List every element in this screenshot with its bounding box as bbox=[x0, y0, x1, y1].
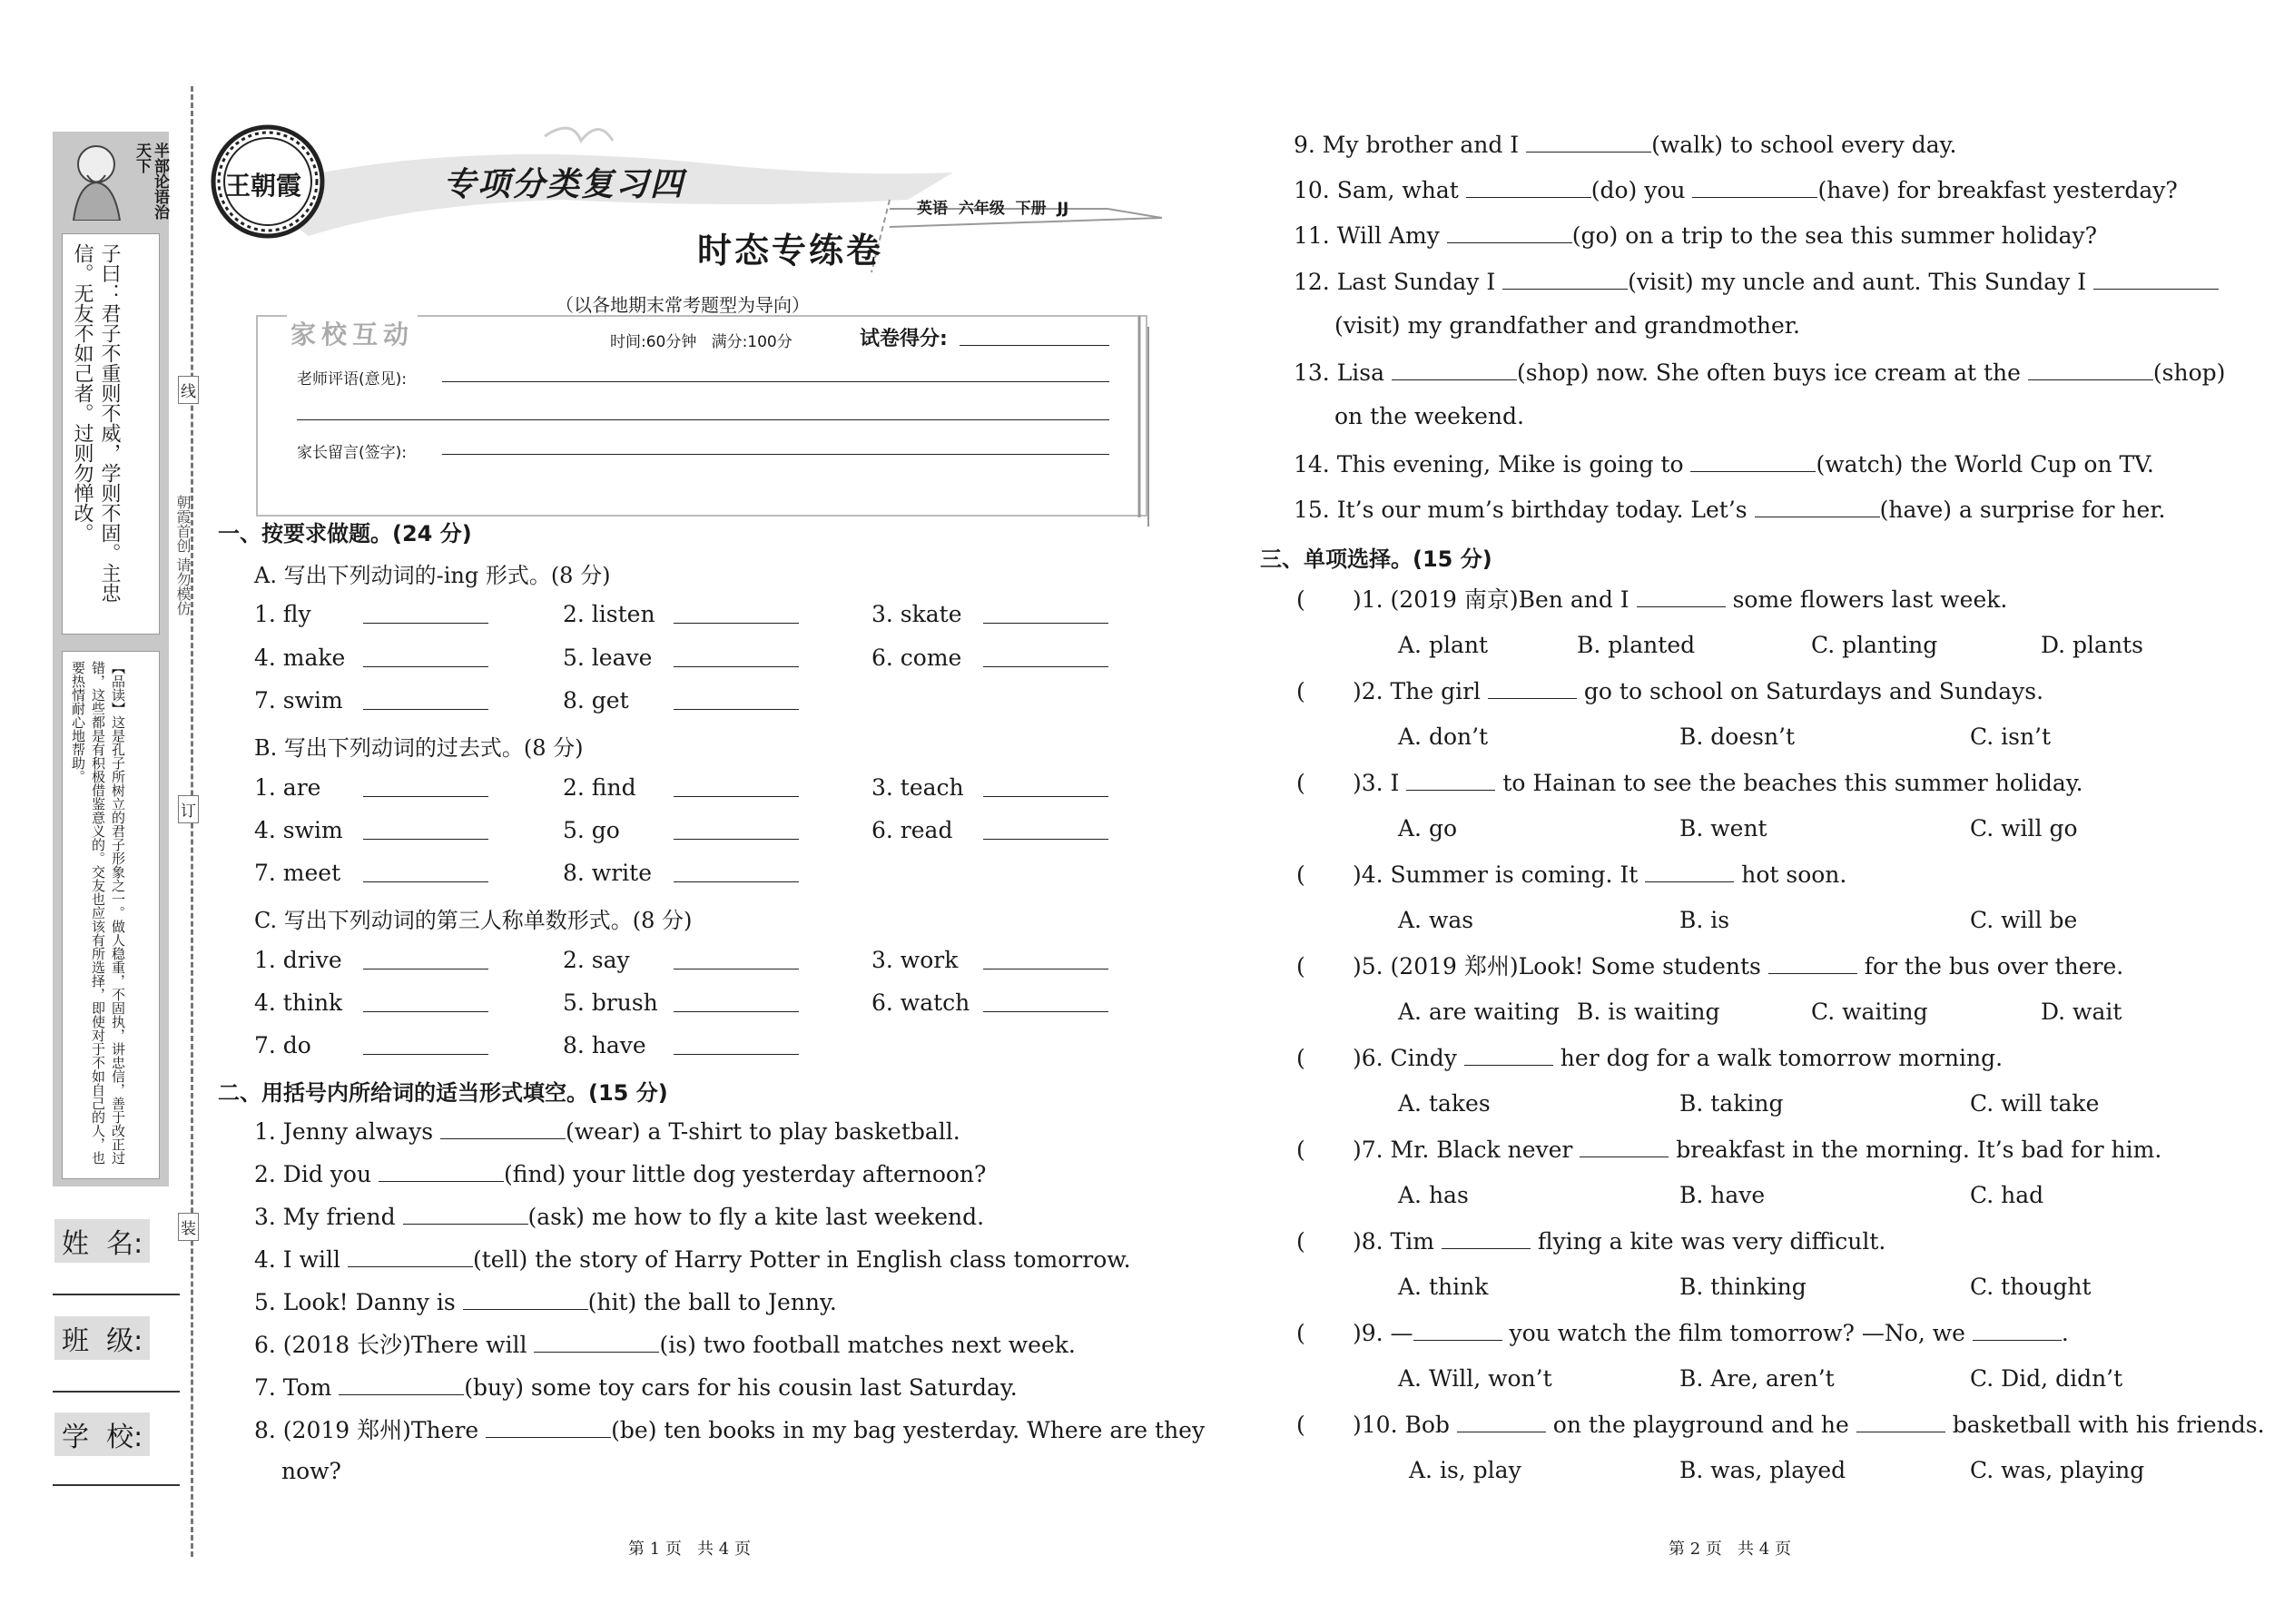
partB-answer-1[interactable] bbox=[363, 778, 488, 797]
teacher-comment-label: 老师评语(意见): bbox=[297, 370, 407, 389]
choice-paren-2[interactable]: ( bbox=[1296, 678, 1305, 704]
partA-answer-2[interactable] bbox=[674, 605, 799, 624]
fill-item-13: 13. Lisa (shop) now. She often buys ice cream at the (shop) bbox=[1294, 359, 2226, 386]
choice-blank-9[interactable] bbox=[1413, 1322, 1502, 1341]
confucius-quote: 子曰：君子不重则不威，学则不固。主忠信。无友不如己者。过则勿惮改。 bbox=[71, 243, 121, 603]
fill-answer-8[interactable] bbox=[486, 1417, 611, 1438]
sidebar-motto-panel bbox=[53, 132, 169, 1186]
fill-answer-15[interactable] bbox=[1755, 497, 1880, 517]
motto-title: 半部论语治天下 bbox=[133, 143, 169, 220]
choice-option-7-b[interactable]: B. have bbox=[1679, 1182, 1766, 1208]
fill-item-14: 14. This evening, Mike is going to (watch) the World Cup on TV. bbox=[1294, 451, 2154, 477]
score-label: 试卷得分: bbox=[860, 328, 948, 350]
partB-answer-4[interactable] bbox=[363, 821, 488, 840]
choice-question-3: )3. I to Hainan to see the beaches this summer holiday. bbox=[1353, 770, 2083, 796]
binding-mark-1: 线 bbox=[178, 376, 199, 404]
choice-question-6: )6. Cindy her dog for a walk tomorrow morning. bbox=[1353, 1045, 2004, 1071]
fill-item-9: 9. My brother and I (walk) to school every day. bbox=[1294, 132, 1957, 158]
choice-option-5-a[interactable]: A. are waiting bbox=[1398, 999, 1560, 1025]
choice-paren-5[interactable]: ( bbox=[1296, 953, 1305, 979]
partA-item-7: 7. swim bbox=[254, 687, 343, 714]
choice-blank-2[interactable] bbox=[1488, 680, 1577, 699]
choice-question-1: )1. (2019 南京)Ben and I some flowers last week. bbox=[1353, 586, 2008, 613]
fill-item-8-cont: now? bbox=[281, 1458, 341, 1484]
binding-mark-2: 订 bbox=[178, 795, 199, 823]
choice-option-5-c[interactable]: C. waiting bbox=[1811, 999, 1928, 1025]
choice-option-1-d[interactable]: D. plants bbox=[2041, 632, 2143, 658]
copyright-note: 朝霞首创 请勿模仿 bbox=[174, 495, 192, 616]
choice-option-4-c[interactable]: C. will be bbox=[1970, 907, 2078, 933]
partB-item-3: 3. teach bbox=[871, 774, 964, 801]
fill-item-2: 2. Did you (find) your little dog yesterday afternoon? bbox=[254, 1161, 987, 1187]
choice-option-1-a[interactable]: A. plant bbox=[1398, 632, 1488, 658]
partA-item-4: 4. make bbox=[254, 645, 346, 671]
choice-question-9: )9. — you watch the film tomorrow? —No, we . bbox=[1353, 1320, 2069, 1346]
reading-box bbox=[62, 651, 160, 1179]
choice-paren-7[interactable]: ( bbox=[1296, 1137, 1305, 1163]
choice-blank-6[interactable] bbox=[1464, 1047, 1553, 1066]
choice-option-8-c[interactable]: C. thought bbox=[1970, 1274, 2092, 1300]
partA-answer-4[interactable] bbox=[363, 648, 488, 667]
partB-answer-6[interactable] bbox=[983, 821, 1108, 840]
fill-item-5: 5. Look! Danny is (hit) the ball to Jenny. bbox=[254, 1289, 837, 1315]
choice-option-8-b[interactable]: B. thinking bbox=[1679, 1274, 1807, 1300]
fill-answer-12b[interactable] bbox=[2093, 269, 2219, 290]
partC-item-6: 6. watch bbox=[871, 989, 970, 1016]
partB-answer-8[interactable] bbox=[674, 863, 799, 882]
teacher-comment-field-2[interactable] bbox=[297, 419, 1109, 420]
fill-answer-10a[interactable] bbox=[1466, 177, 1591, 198]
choice-option-4-a[interactable]: A. was bbox=[1398, 907, 1474, 933]
choice-blank-10b[interactable] bbox=[1856, 1413, 1945, 1432]
time-score-info: 时间:60分钟 满分:100分 bbox=[610, 333, 793, 351]
partA-item-3: 3. skate bbox=[871, 601, 962, 627]
partB-item-1: 1. are bbox=[254, 774, 321, 801]
name-field[interactable] bbox=[53, 1294, 180, 1295]
partA-answer-6[interactable] bbox=[983, 648, 1108, 667]
fill-answer-6[interactable] bbox=[534, 1332, 659, 1353]
choice-paren-6[interactable]: ( bbox=[1296, 1045, 1305, 1071]
school-field[interactable] bbox=[53, 1484, 180, 1486]
choice-option-2-b[interactable]: B. doesn’t bbox=[1679, 723, 1796, 750]
choice-blank-8[interactable] bbox=[1442, 1230, 1531, 1249]
partB-answer-7[interactable] bbox=[363, 863, 488, 882]
fill-item-15: 15. It’s our mum’s birthday today. Let’s (have) a surprise for her. bbox=[1294, 497, 2166, 523]
partB-item-6: 6. read bbox=[871, 817, 953, 843]
choice-option-5-b[interactable]: B. is waiting bbox=[1577, 999, 1720, 1025]
choice-option-1-b[interactable]: B. planted bbox=[1577, 632, 1696, 658]
partB-answer-5[interactable] bbox=[674, 821, 799, 840]
exam-subtitle: 时态专练卷 bbox=[697, 231, 884, 271]
choice-question-7: )7. Mr. Black never breakfast in the morning. It’s bad for him. bbox=[1353, 1137, 2162, 1163]
fill-answer-14[interactable] bbox=[1690, 451, 1816, 472]
choice-question-5: )5. (2019 郑州)Look! Some students for the bus over there. bbox=[1353, 953, 2124, 979]
name-label: 姓 名: bbox=[54, 1219, 150, 1263]
partB-item-5: 5. go bbox=[563, 817, 620, 843]
choice-paren-1[interactable]: ( bbox=[1296, 586, 1305, 613]
fill-item-7: 7. Tom (buy) some toy cars for his cousin last Saturday. bbox=[254, 1374, 1018, 1401]
choice-option-6-c[interactable]: C. will take bbox=[1970, 1090, 2100, 1117]
choice-paren-8[interactable]: ( bbox=[1296, 1228, 1305, 1255]
choice-option-7-c[interactable]: C. had bbox=[1970, 1182, 2044, 1208]
fill-item-12: 12. Last Sunday I (visit) my uncle and aunt. This Sunday I bbox=[1294, 269, 2219, 293]
header-ribbon-decoration bbox=[200, 100, 1180, 281]
page-title: 专项分类复习四 bbox=[443, 166, 685, 203]
quote-box bbox=[62, 233, 160, 635]
class-field[interactable] bbox=[53, 1391, 180, 1393]
partA-answer-3[interactable] bbox=[983, 605, 1108, 624]
teacher-comment-field[interactable] bbox=[442, 381, 1109, 382]
choice-blank-3[interactable] bbox=[1406, 772, 1495, 791]
partC-item-5: 5. brush bbox=[563, 989, 658, 1016]
choice-option-7-a[interactable]: A. has bbox=[1398, 1182, 1469, 1208]
partC-item-8: 8. have bbox=[563, 1032, 646, 1058]
partC-item-4: 4. think bbox=[254, 989, 343, 1016]
exam-note: （以各地期末常考题型为导向） bbox=[556, 294, 810, 316]
choice-blank-9b[interactable] bbox=[1973, 1322, 2062, 1341]
choice-option-6-a[interactable]: A. takes bbox=[1398, 1090, 1491, 1117]
partC-answer-1[interactable] bbox=[363, 950, 488, 969]
page-number-right: 第 2 页 共 4 页 bbox=[1669, 1540, 1791, 1559]
fill-answer-10b[interactable] bbox=[1692, 177, 1817, 198]
class-label: 班 级: bbox=[54, 1316, 150, 1360]
section1-title: 一、按要求做题。(24 分) bbox=[218, 521, 472, 546]
choice-option-1-c[interactable]: C. planting bbox=[1811, 632, 1938, 658]
partA-answer-5[interactable] bbox=[674, 648, 799, 667]
choice-question-10: )10. Bob on the playground and he basketball with his friends. bbox=[1353, 1412, 2265, 1438]
section1-partA-title: A. 写出下列动词的-ing 形式。(8 分) bbox=[254, 563, 611, 588]
partA-answer-7[interactable] bbox=[363, 691, 488, 710]
partA-item-2: 2. listen bbox=[563, 601, 655, 627]
partC-item-1: 1. drive bbox=[254, 947, 342, 973]
choice-option-8-a[interactable]: A. think bbox=[1398, 1274, 1489, 1300]
fill-item-6: 6. (2018 长沙)There will (is) two football matches next week. bbox=[254, 1332, 1076, 1358]
section1-partC-title: C. 写出下列动词的第三人称单数形式。(8 分) bbox=[254, 908, 693, 933]
choice-option-3-a[interactable]: A. go bbox=[1398, 815, 1458, 842]
fill-answer-9[interactable] bbox=[1526, 132, 1651, 153]
choice-blank-10[interactable] bbox=[1457, 1413, 1546, 1432]
partA-item-1: 1. fly bbox=[254, 601, 311, 627]
choice-option-3-b[interactable]: B. went bbox=[1679, 815, 1767, 842]
parent-comment-field[interactable] bbox=[442, 454, 1109, 455]
partC-answer-5[interactable] bbox=[674, 993, 799, 1012]
choice-blank-1[interactable] bbox=[1637, 588, 1726, 607]
fill-item-4: 4. I will (tell) the story of Harry Potter in English class tomorrow. bbox=[254, 1246, 1131, 1273]
home-school-interaction: 家校互动 bbox=[287, 315, 418, 351]
partC-answer-8[interactable] bbox=[674, 1036, 799, 1055]
fill-answer-12a[interactable] bbox=[1502, 269, 1628, 290]
fill-item-11: 11. Will Amy (go) on a trip to the sea this summer holiday? bbox=[1294, 222, 2098, 249]
choice-paren-9[interactable]: ( bbox=[1296, 1320, 1305, 1346]
partA-answer-1[interactable] bbox=[363, 605, 488, 624]
choice-option-5-d[interactable]: D. wait bbox=[2041, 999, 2122, 1025]
binding-mark-3: 装 bbox=[178, 1213, 199, 1241]
brand-logo-text: 王朝霞 bbox=[225, 171, 302, 201]
fill-answer-2[interactable] bbox=[379, 1161, 504, 1182]
choice-option-2-a[interactable]: A. don’t bbox=[1398, 723, 1489, 750]
fill-answer-3[interactable] bbox=[403, 1204, 528, 1225]
partB-answer-2[interactable] bbox=[674, 778, 799, 797]
choice-blank-4[interactable] bbox=[1645, 863, 1734, 882]
section3-title: 三、单项选择。(15 分) bbox=[1260, 546, 1492, 572]
partA-item-5: 5. leave bbox=[563, 645, 653, 671]
choice-option-9-b[interactable]: B. Are, aren’t bbox=[1679, 1365, 1835, 1392]
partB-item-4: 4. swim bbox=[254, 817, 343, 843]
choice-option-6-b[interactable]: B. taking bbox=[1679, 1090, 1784, 1117]
fill-item-1: 1. Jenny always (wear) a T-shirt to play basketball. bbox=[254, 1118, 960, 1145]
choice-paren-3[interactable]: ( bbox=[1296, 770, 1305, 796]
choice-question-2: )2. The girl go to school on Saturdays and Sundays. bbox=[1353, 678, 2044, 704]
choice-option-9-a[interactable]: A. Will, won’t bbox=[1398, 1365, 1552, 1392]
choice-option-10-b[interactable]: B. was, played bbox=[1679, 1457, 1846, 1483]
choice-question-8: )8. Tim flying a kite was very difficult. bbox=[1353, 1228, 1886, 1255]
choice-option-4-b[interactable]: B. is bbox=[1679, 907, 1730, 933]
choice-paren-4[interactable]: ( bbox=[1296, 861, 1305, 888]
partC-answer-2[interactable] bbox=[674, 950, 799, 969]
partA-item-8: 8. get bbox=[563, 687, 629, 714]
partC-answer-6[interactable] bbox=[983, 993, 1108, 1012]
fill-answer-13a[interactable] bbox=[1392, 359, 1517, 380]
choice-paren-10[interactable]: ( bbox=[1296, 1412, 1305, 1438]
partB-item-2: 2. find bbox=[563, 774, 636, 801]
partB-item-7: 7. meet bbox=[254, 860, 341, 886]
choice-option-9-c[interactable]: C. Did, didn’t bbox=[1970, 1365, 2123, 1392]
partA-item-6: 6. come bbox=[871, 645, 962, 671]
parent-comment-label: 家长留言(签字): bbox=[297, 444, 407, 462]
fill-answer-13b[interactable] bbox=[2028, 359, 2153, 380]
section2-title: 二、用括号内所给词的适当形式填空。(15 分) bbox=[218, 1080, 668, 1106]
partC-answer-4[interactable] bbox=[363, 993, 488, 1012]
course-tags: 英语 六年级 下册 JJ bbox=[917, 200, 1069, 218]
partC-answer-7[interactable] bbox=[363, 1036, 488, 1055]
choice-blank-5[interactable] bbox=[1768, 955, 1857, 974]
confucius-figure-icon bbox=[60, 139, 133, 221]
partB-item-8: 8. write bbox=[563, 860, 652, 886]
partC-item-2: 2. say bbox=[563, 947, 630, 973]
choice-question-4: )4. Summer is coming. It hot soon. bbox=[1353, 861, 1847, 888]
choice-option-10-c[interactable]: C. was, playing bbox=[1970, 1457, 2145, 1483]
fill-answer-11[interactable] bbox=[1447, 222, 1572, 243]
partB-answer-3[interactable] bbox=[983, 778, 1108, 797]
reading-note: 【品读】这是孔子所树立的君子形象之一。做人稳重，不固执，讲忠信，善于改正过错，这些都是有积极借鉴意义的。交友也应该有所选择，即使对于不如自己的人，也要热情耐心地帮助。 bbox=[70, 661, 126, 1165]
brand-logo bbox=[209, 123, 327, 241]
partA-answer-8[interactable] bbox=[674, 691, 799, 710]
fill-item-10: 10. Sam, what (do) you (have) for breakfast yesterday? bbox=[1294, 177, 2178, 203]
choice-option-3-c[interactable]: C. will go bbox=[1970, 815, 2078, 842]
school-label: 学 校: bbox=[54, 1412, 150, 1456]
choice-option-10-a[interactable]: A. is, play bbox=[1409, 1457, 1521, 1483]
partC-answer-3[interactable] bbox=[983, 950, 1108, 969]
choice-blank-7[interactable] bbox=[1580, 1138, 1669, 1157]
page-number-left: 第 1 页 共 4 页 bbox=[628, 1540, 751, 1559]
section1-partB-title: B. 写出下列动词的过去式。(8 分) bbox=[254, 735, 584, 761]
partC-item-7: 7. do bbox=[254, 1032, 311, 1058]
fill-item-8: 8. (2019 郑州)There (be) ten books in my bag yesterday. Where are they bbox=[254, 1417, 1206, 1443]
fill-answer-1[interactable] bbox=[440, 1118, 566, 1139]
fill-answer-7[interactable] bbox=[339, 1374, 464, 1395]
partC-item-3: 3. work bbox=[871, 947, 959, 973]
choice-option-2-c[interactable]: C. isn’t bbox=[1970, 723, 2052, 750]
fill-item-12-cont: (visit) my grandfather and grandmother. bbox=[1334, 312, 1800, 339]
fill-item-3: 3. My friend (ask) me how to fly a kite last weekend. bbox=[254, 1204, 985, 1230]
fill-item-13-cont: on the weekend. bbox=[1334, 403, 1524, 429]
fill-answer-5[interactable] bbox=[463, 1289, 588, 1310]
fill-answer-4[interactable] bbox=[348, 1246, 473, 1267]
score-field[interactable] bbox=[960, 345, 1109, 346]
